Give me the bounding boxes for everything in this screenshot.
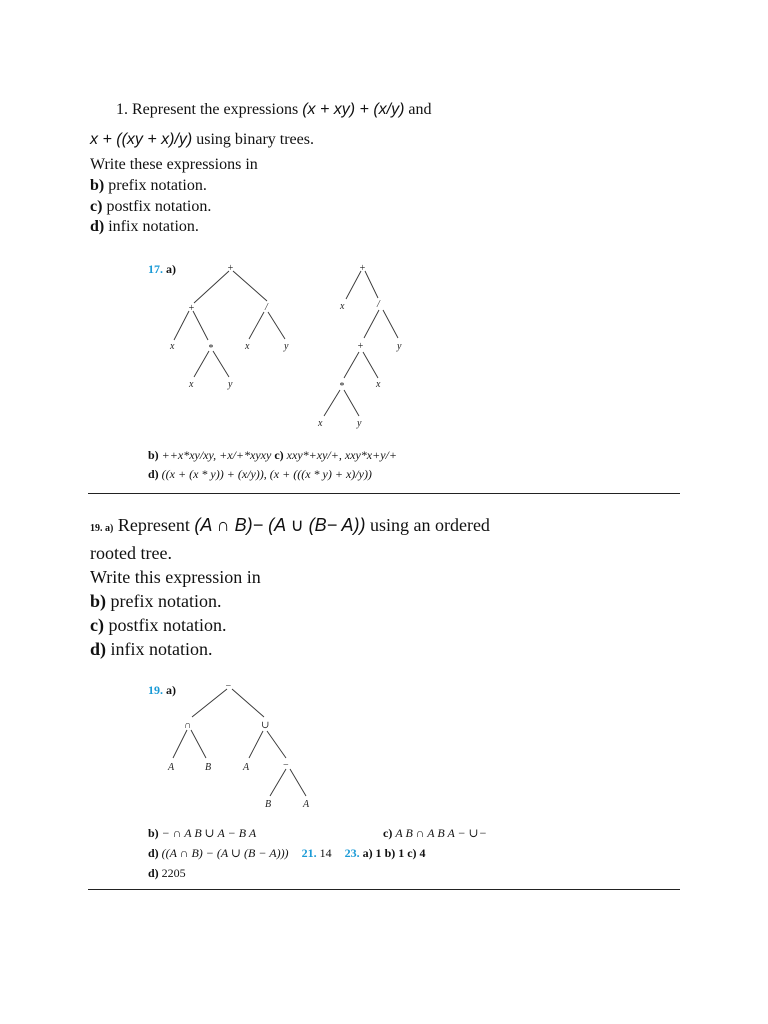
t1-x3: x — [189, 379, 194, 390]
t2-plus: + — [357, 341, 364, 352]
q1-part-c: c) postfix notation. — [90, 198, 212, 215]
t1-y2: y — [228, 379, 233, 390]
q19-line1 — [90, 515, 490, 536]
q19-line2: rooted tree. — [90, 543, 172, 563]
q19-expr: (A ∩ B)− (A ∪ (B− A)) — [194, 515, 366, 535]
q19-part-d: d) infix notation. — [90, 639, 213, 659]
divider-2 — [88, 889, 680, 890]
q1-text1: Represent the expressions — [132, 101, 299, 118]
q19-text1: Represent — [117, 515, 190, 535]
t3-a2: A — [243, 762, 250, 773]
t1-y1: y — [284, 341, 289, 352]
divider-1 — [88, 493, 680, 494]
q1-and: and — [408, 101, 432, 118]
q19-text2: using an ordered — [369, 515, 490, 535]
t2-y-right: y — [397, 341, 402, 352]
q1-write: Write these expressions in — [90, 156, 258, 173]
t1-x1: x — [170, 341, 175, 352]
t2-root: + — [359, 263, 366, 274]
sol17-line-bc: b) ++x*xy/xy, +x/+*xyxy c) xxy*+xy/+, xxy*x+y/+ — [148, 448, 397, 462]
sol19-label: 19. a) — [148, 683, 176, 697]
q19-write: Write this expression in — [90, 567, 261, 587]
sol19-line-d: d) ((A ∩ B) − (A ∪ (B − A))) 21. 14 23. a) 1 b) 1 c) 4 — [148, 846, 426, 860]
t3-root: − — [225, 681, 232, 692]
q1-part-b: b) prefix notation. — [90, 177, 207, 194]
q1-part-d: d) infix notation. — [90, 218, 199, 235]
t2-y-low: y — [357, 418, 362, 429]
t2-x-low: x — [318, 418, 323, 429]
t3-a1: A — [168, 762, 175, 773]
q19-tag: 19. a) — [90, 523, 114, 534]
t3-b2: B — [265, 799, 272, 810]
q19-part-b: b) prefix notation. — [90, 591, 222, 611]
t1-x2: x — [245, 341, 250, 352]
t3-b1: B — [205, 762, 212, 773]
q1-number: 1. — [116, 101, 128, 118]
t2-x-mid: x — [376, 379, 381, 390]
q1-expr2: x + ((xy + x)/y) — [90, 131, 193, 148]
t3-cup: ∪ — [261, 720, 270, 731]
t2-div: / — [377, 299, 380, 310]
t1-root: + — [227, 263, 234, 274]
sol17-line-d: d) ((x + (x * y)) + (x/y)), (x + (((x * y) + x)/y)) — [148, 467, 372, 481]
q1-expr1: (x + xy) + (x/y) — [302, 101, 405, 118]
t3-a3: A — [303, 799, 310, 810]
t3-minus: − — [283, 760, 289, 771]
t1-div: / — [265, 302, 268, 313]
sol19-line-b: b) − ∩ A B ∪ A − B A — [148, 826, 257, 840]
sol17-label: 17. a) — [148, 262, 176, 276]
t1-times: * — [208, 343, 213, 354]
t3-cap: ∩ — [184, 720, 192, 731]
sol19-line-d2: d) 2205 — [148, 866, 186, 880]
t2-times: * — [339, 381, 344, 392]
sol19-line-c: c) A B ∩ A B A − ∪− — [383, 826, 487, 840]
t1-plus: + — [188, 303, 195, 314]
q19-part-c: c) postfix notation. — [90, 615, 227, 635]
q1-text2: using binary trees. — [196, 131, 314, 148]
t2-x-left: x — [340, 301, 345, 312]
